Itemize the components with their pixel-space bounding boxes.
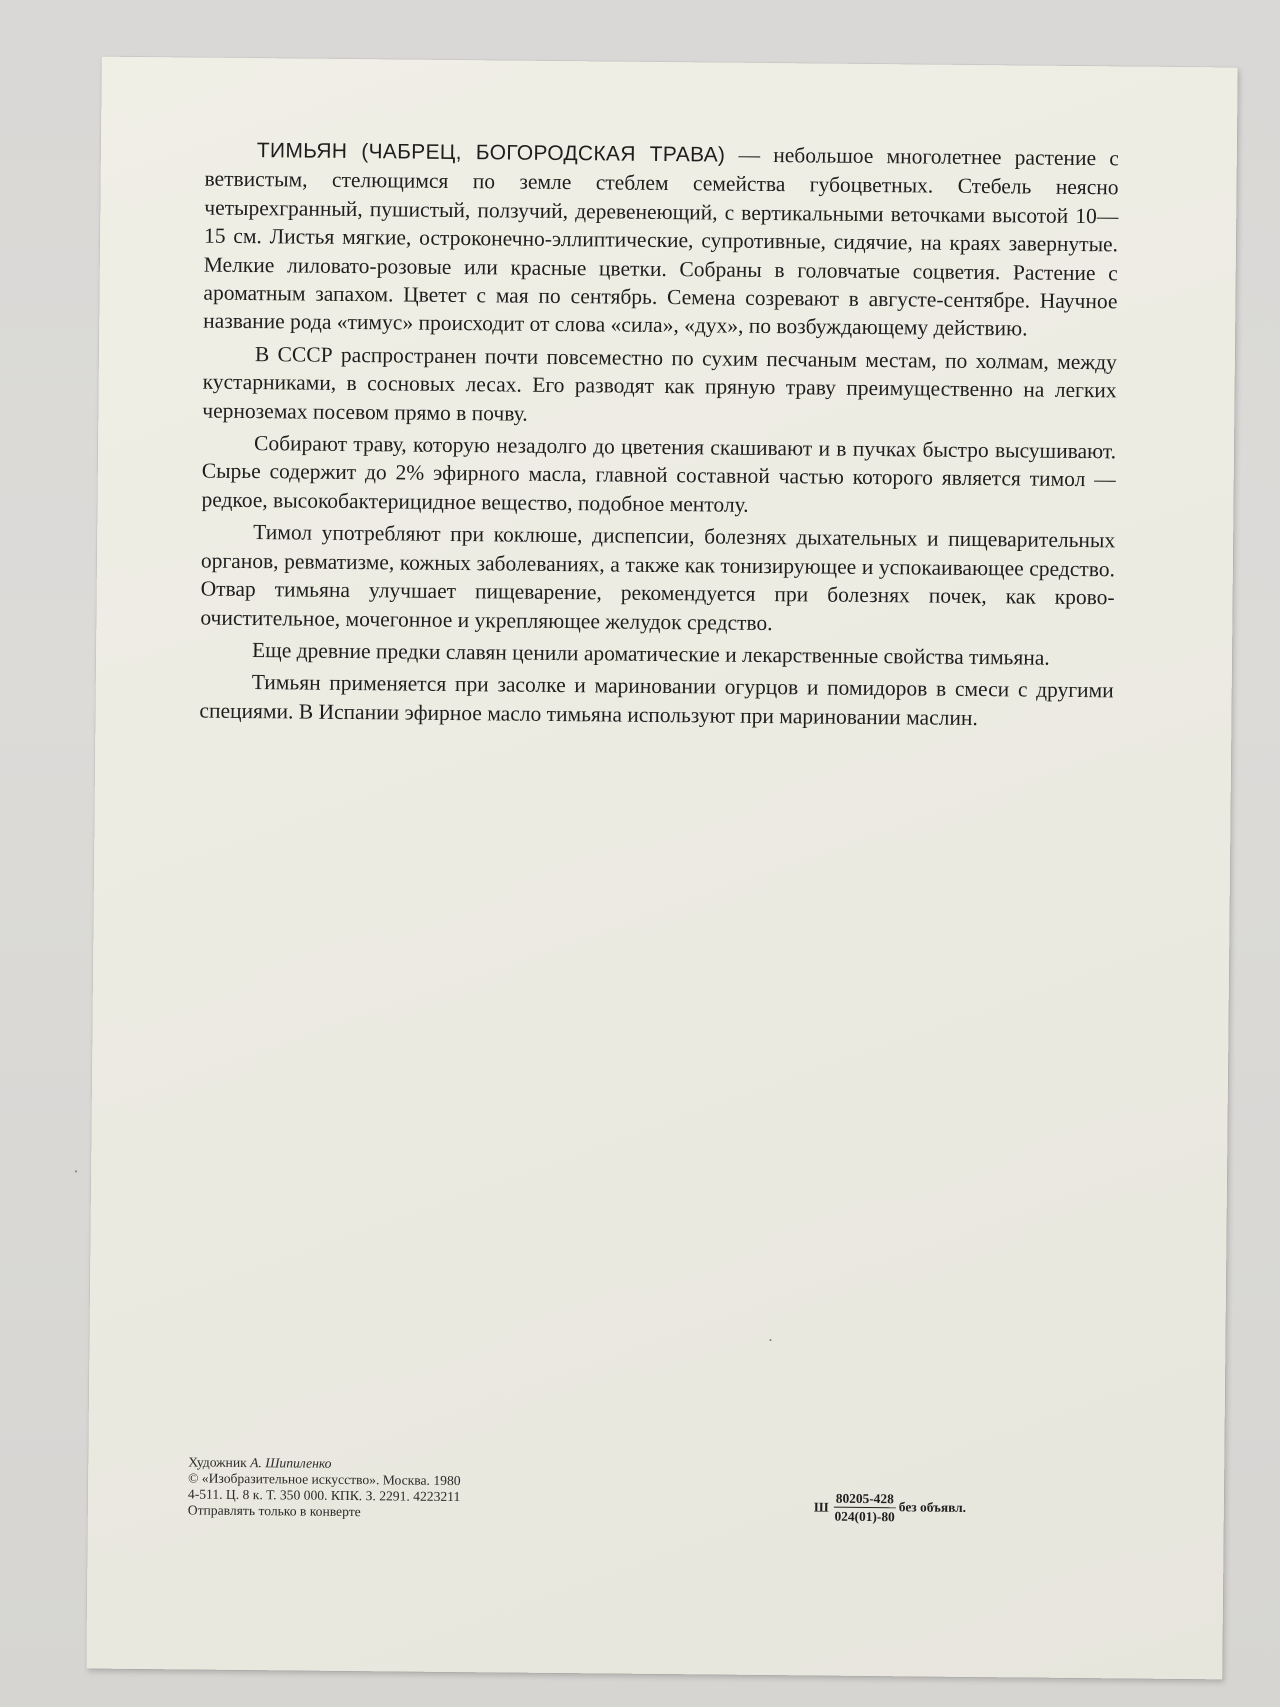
price-fraction xyxy=(832,1491,897,1525)
price-numerator: 80205-428 xyxy=(834,1491,896,1509)
paragraph-1-text: — небольшое многолетнее растение с ветвистым, стелющимся по земле стеблем семейства губоцветных. Стебель неясно четырехгранный, пушистый, ползучий, деревенеющий, с вертикальными веточками высотой 10—15 см. Листья мягкие, остроконечно-эллиптические, супротивные, сидячие, на краях завернутые. Мелкие лиловато-розовые или красные цветки. Собраны в головчатые соцветия. Растение с ароматным запахом. Цветет с мая по сентябрь. Семена созревают в августе-сентябре. Научное название рода «тимус» происходит от слова «сила», «дух», по возбуждающему действию. xyxy=(203,142,1119,341)
price-denominator: 024(01)-80 xyxy=(834,1508,895,1525)
paper-speck xyxy=(75,1170,77,1172)
artist-label: Художник xyxy=(188,1454,251,1471)
price-prefix: Ш xyxy=(813,1498,829,1515)
price-code xyxy=(814,1490,966,1524)
artist-name: А. Шипиленко xyxy=(250,1455,332,1471)
paragraph-2: В СССР распространен почти повсеместно по сухим песчаным местам, по холмам, между кустарниками, в сосновых лесах. Его разводят как пряную траву преимущественно на легких черноземах посевом прямо в почву. xyxy=(202,341,1117,426)
postcard-back xyxy=(86,57,1237,1680)
publisher-imprint xyxy=(188,1454,609,1522)
article-text xyxy=(199,136,1119,738)
article-heading: ТИМЬЯН (ЧАБРЕЦ, БОГОРОДСКАЯ ТРАВА) xyxy=(256,139,726,167)
copyright-line: © «Изобразительное искусство». Москва. 1980 xyxy=(188,1470,461,1489)
paragraph-3: Собирают траву, которую незадолго до цветения скашивают и в пучках быстро высушивают. Сырье содержит до 2% эфирного масла, главной составной частью которого является тимол — редкое, высокобактерицидное вещество, подобное ментолу. xyxy=(201,431,1117,517)
paragraph-1 xyxy=(203,136,1119,345)
mailing-note: Отправлять только в конверте xyxy=(187,1502,361,1520)
paragraph-5: Еще древние предки славян ценили ароматические и лекарственные свойства тимьяна. xyxy=(251,637,1050,670)
price-suffix: без объявл. xyxy=(898,1498,967,1515)
print-info-line: 4-511. Ц. 8 к. Т. 350 000. КПК. З. 2291. 4223211 xyxy=(187,1486,461,1505)
paragraph-4: Тимол употребляют при коклюше, диспепсии, болезнях дыхательных и пищеварительных органов, ревматизме, кожных заболеваниях, а также как тонизирующее и успокаивающее средство. Отвар тимьяна улучшает пищеварение, рекомендуется при болезнях почек, как кровоочистительное, мочегонное и укрепляющее желудок средство. xyxy=(200,520,1116,635)
paragraph-6: Тимьян применяется при засолке и мариновании огурцов и помидоров в смеси с другими специями. В Испании эфирное масло тимьяна используют при мариновании маслин. xyxy=(199,670,1114,730)
paper-speck xyxy=(769,1339,771,1341)
